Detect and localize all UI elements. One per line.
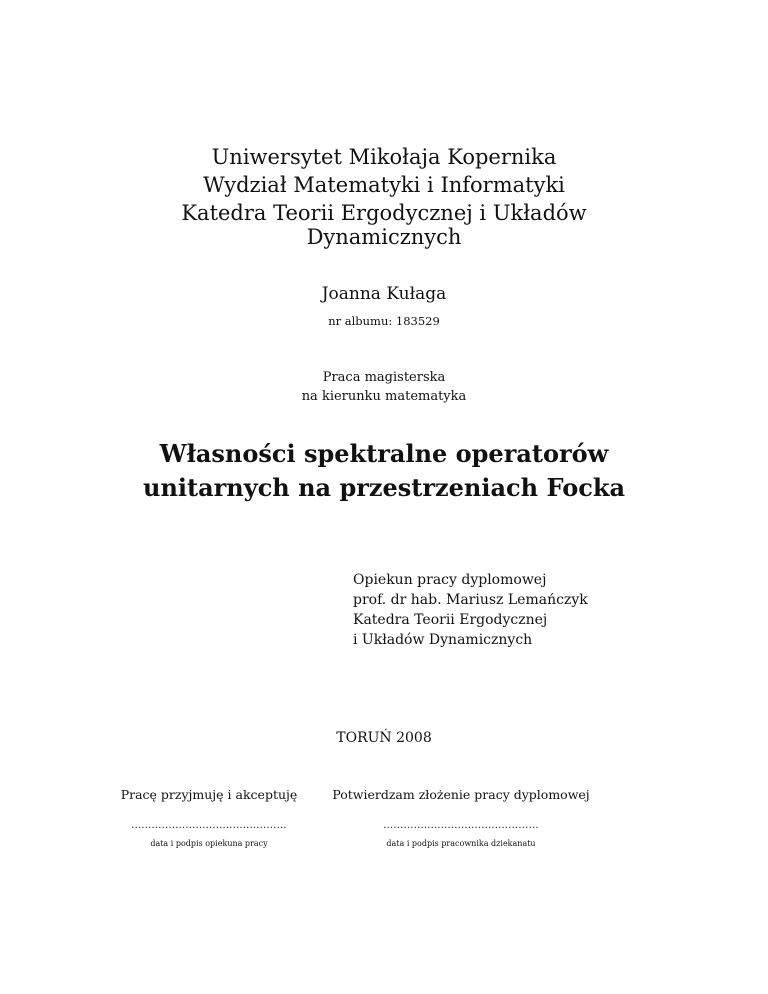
thesis-type-block <box>0 368 768 406</box>
signature-label-confirm: Potwierdzam złożenie pracy dyplomowej <box>332 787 590 802</box>
supervisor-block <box>353 570 588 650</box>
thesis-title-line1: Własności spektralne operatorów <box>159 439 609 468</box>
supervisor-dept-line1: Katedra Teorii Ergodycznej <box>353 612 548 628</box>
supervisor-dept-line2: i Układów Dynamicznych <box>353 632 533 648</box>
signature-line: .............................................. <box>131 820 287 831</box>
thesis-type: Praca magisterska <box>322 370 446 385</box>
faculty-name: Wydział Matematyki i Informatyki <box>203 173 565 197</box>
university-name: Uniwersytet Mikołaja Kopernika <box>211 145 557 169</box>
signature-line: .............................................. <box>383 820 539 831</box>
thesis-title <box>0 437 768 505</box>
department-name-line1: Katedra Teorii Ergodycznej i Układów <box>181 201 587 225</box>
signature-caption: data i podpis opiekuna pracy <box>150 839 268 848</box>
supervisor-label: Opiekun pracy dyplomowej <box>353 572 547 588</box>
place-year: TORUŃ 2008 <box>336 730 432 746</box>
signature-block-deanery <box>331 786 591 850</box>
institution-block <box>0 143 768 247</box>
album-number: nr albumu: 183529 <box>328 314 440 328</box>
author-name: Joanna Kułaga <box>321 284 447 304</box>
thesis-title-line2: unitarnych na przestrzeniach Focka <box>143 473 625 502</box>
thesis-field: na kierunku matematyka <box>301 389 467 404</box>
department-name-line2: Dynamicznych <box>306 225 462 249</box>
signature-caption: data i podpis pracownika dziekanatu <box>386 839 536 848</box>
signature-label-accept: Pracę przyjmuję i akceptuję <box>120 787 298 802</box>
signature-block-supervisor <box>84 786 334 850</box>
supervisor-name: prof. dr hab. Mariusz Lemańczyk <box>353 592 588 608</box>
